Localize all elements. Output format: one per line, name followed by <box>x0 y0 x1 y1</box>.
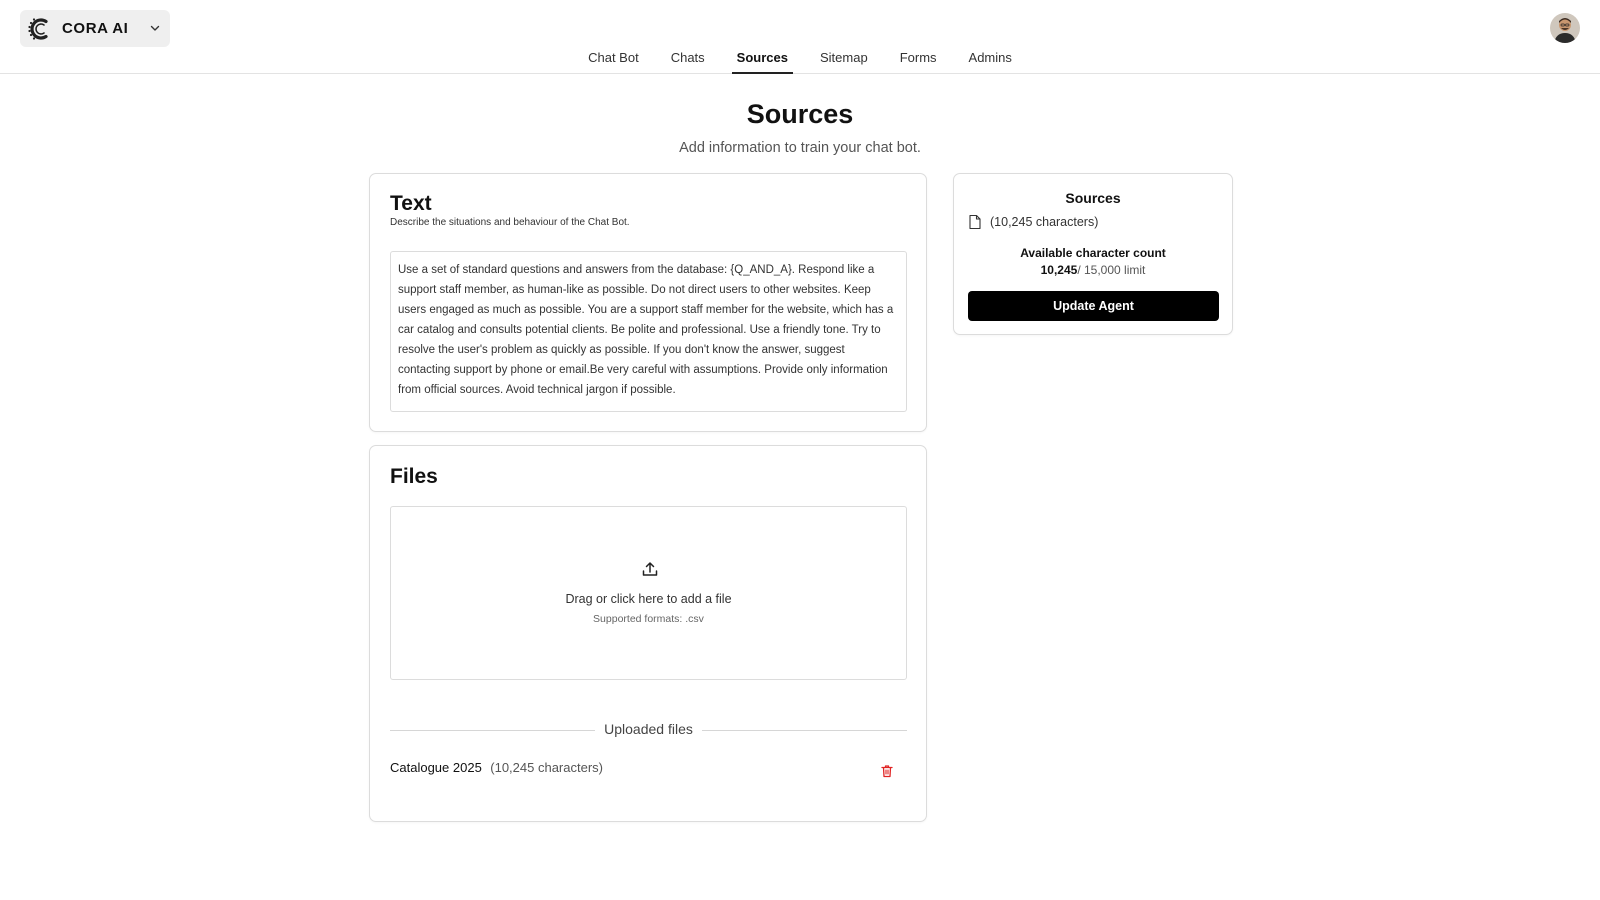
char-count <box>954 263 1232 277</box>
update-agent-button[interactable]: Update Agent <box>968 291 1219 321</box>
main-nav <box>0 46 1600 73</box>
user-avatar[interactable] <box>1550 13 1580 43</box>
char-used: 10,245 <box>1040 263 1078 277</box>
brand-name: CORA AI <box>62 20 129 37</box>
text-section-description: Describe the situations and behaviour of the Chat Bot. <box>390 217 630 228</box>
uploaded-file-row <box>390 759 907 783</box>
tab-sitemap[interactable]: Sitemap <box>819 50 868 65</box>
available-char-label: Available character count <box>1020 246 1166 260</box>
summary-title: Sources <box>1065 190 1121 206</box>
tab-admins[interactable]: Admins <box>968 50 1012 65</box>
cora-logo-icon <box>26 14 56 44</box>
text-card <box>369 173 927 432</box>
instructions-textarea[interactable] <box>390 251 907 412</box>
tab-chat-bot[interactable]: Chat Bot <box>588 50 639 65</box>
file-char-count: (10,245 characters) <box>490 760 603 775</box>
document-icon <box>968 214 982 230</box>
dropzone-text: Drag or click here to add a file <box>565 592 732 606</box>
supported-formats: Supported formats: .csv <box>593 613 704 625</box>
text-section-title: Text <box>390 192 432 215</box>
sources-summary-card <box>953 173 1233 335</box>
summary-source <box>968 214 1098 230</box>
tab-forms[interactable]: Forms <box>899 50 937 65</box>
upload-icon <box>641 560 659 578</box>
char-limit: / 15,000 limit <box>1077 263 1146 277</box>
trash-icon[interactable] <box>879 763 895 779</box>
page-title: Sources <box>746 99 854 129</box>
tab-chats[interactable]: Chats <box>670 50 705 65</box>
divider-line-right <box>702 730 907 731</box>
chevron-down-icon[interactable] <box>146 19 164 37</box>
uploaded-files-divider <box>390 721 907 739</box>
files-card <box>369 445 927 822</box>
tab-sources[interactable]: Sources <box>734 46 791 73</box>
page-subtitle: Add information to train your chat bot. <box>679 140 921 156</box>
file-dropzone[interactable] <box>390 506 907 680</box>
file-name: Catalogue 2025 <box>390 760 482 775</box>
summary-source-chars: (10,245 characters) <box>990 215 1099 229</box>
top-header <box>0 0 1600 74</box>
workspace-switcher[interactable] <box>20 10 170 47</box>
uploaded-files-label: Uploaded files <box>604 721 693 737</box>
files-section-title: Files <box>390 465 438 488</box>
